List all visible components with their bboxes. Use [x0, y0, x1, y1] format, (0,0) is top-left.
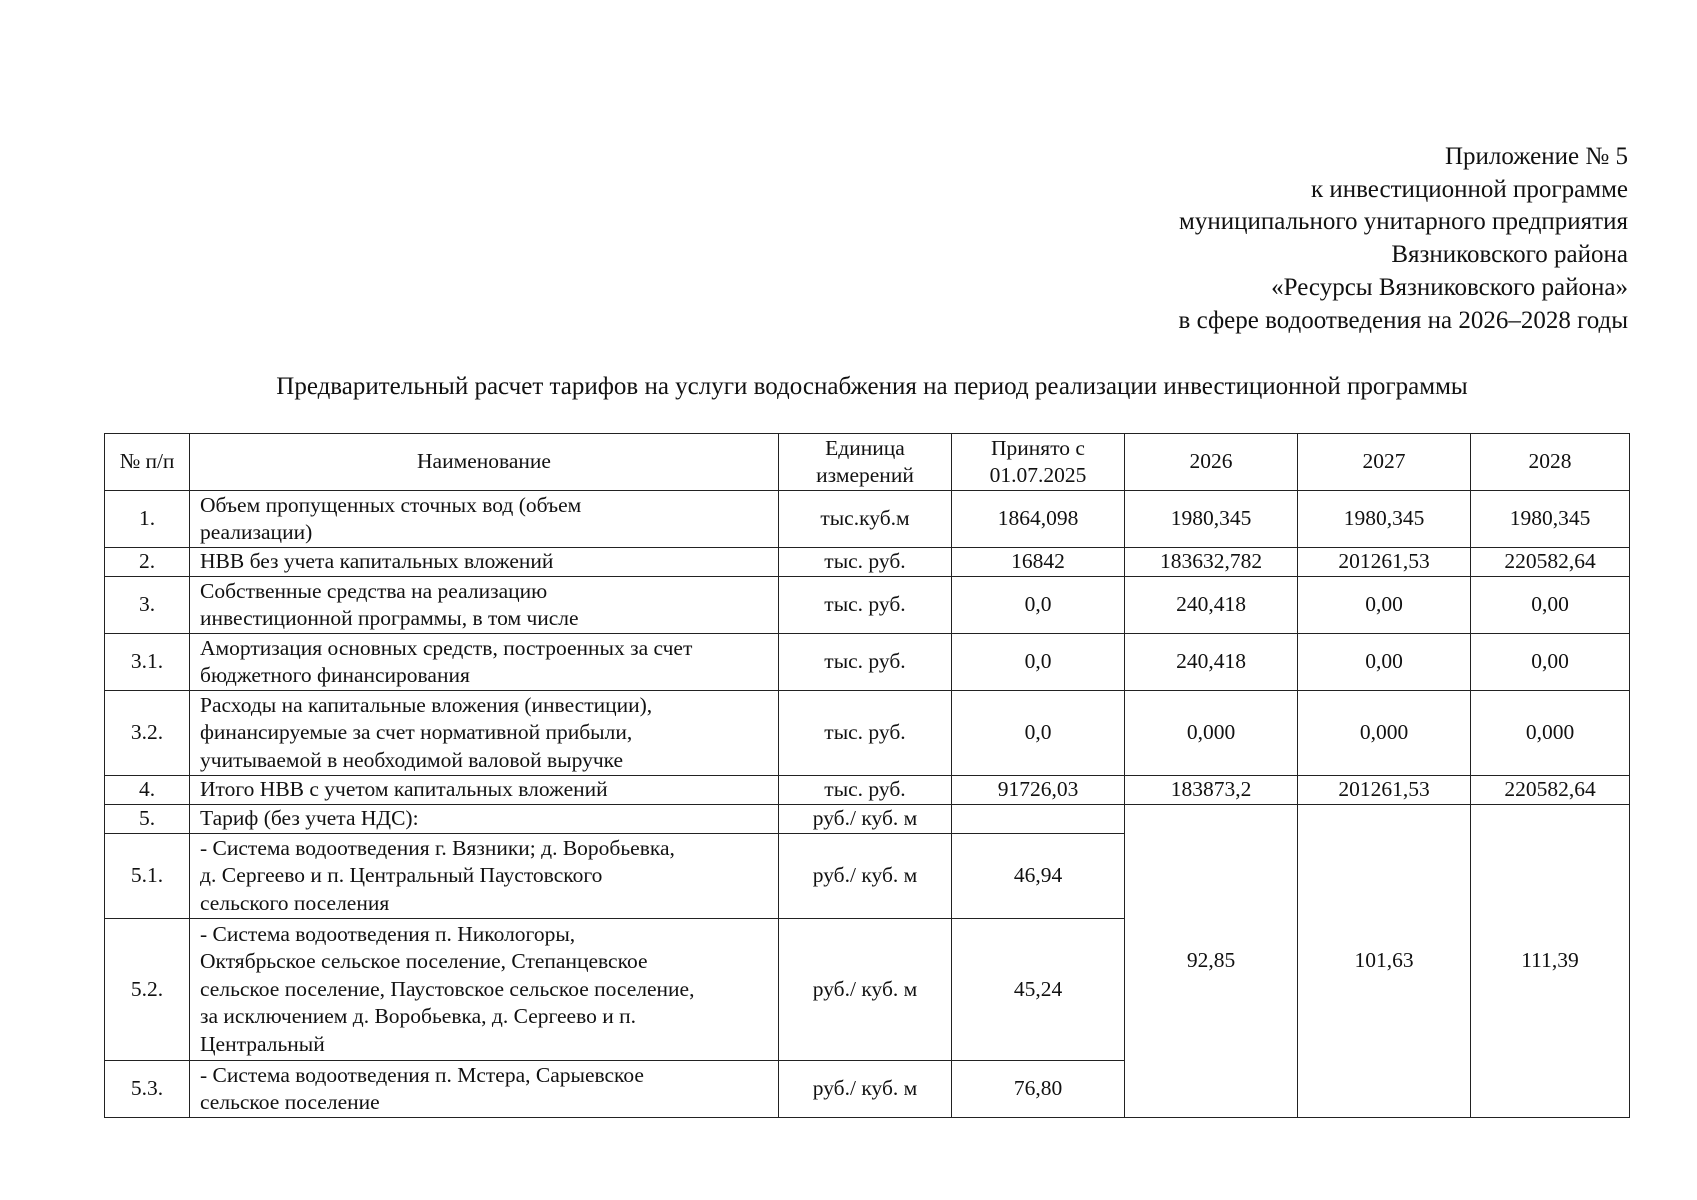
cell-name-line: инвестиционной программы, в том числе [200, 606, 579, 630]
appendix-line: «Ресурсы Вязниковского района» [1271, 273, 1628, 301]
cell-name [190, 691, 779, 776]
cell-2026: 0,000 [1125, 691, 1298, 776]
cell-name [190, 548, 779, 577]
cell-num: 4. [105, 776, 190, 805]
cell-2028-tariff: 111,39 [1471, 805, 1630, 1118]
cell-2028: 0,00 [1471, 634, 1630, 691]
cell-2027: 201261,53 [1298, 776, 1471, 805]
cell-num: 3.1. [105, 634, 190, 691]
cell-name-line: Итого НВВ с учетом капитальных вложений [200, 777, 608, 802]
cell-name-line: Объем пропущенных сточных вод (объем [200, 492, 582, 517]
cell-name-line: Тариф (без учета НДС): [200, 806, 419, 831]
header-accepted-line: 01.07.2025 [989, 463, 1087, 487]
cell-2028: 220582,64 [1471, 548, 1630, 577]
cell-name-line: финансируемые за счет нормативной прибыли, [200, 720, 633, 745]
cell-name-line: НВВ без учета капитальных вложений [200, 549, 554, 574]
table-row [105, 548, 1630, 577]
tariff-table [104, 433, 1630, 1118]
cell-name-line: - Система водоотведения п. Никологоры, [200, 921, 576, 946]
table-row [105, 634, 1630, 691]
cell-accepted: 0,0 [952, 634, 1125, 691]
cell-name-line: Собственные средства на реализацию [200, 578, 548, 603]
appendix-line: Вязниковского района [1391, 241, 1628, 269]
cell-unit: руб./ куб. м [779, 834, 952, 919]
cell-num: 1. [105, 491, 190, 548]
header-num: № п/п [105, 434, 190, 491]
cell-2027-tariff: 101,63 [1298, 805, 1471, 1118]
cell-unit: тыс.куб.м [779, 491, 952, 548]
cell-2026: 240,418 [1125, 577, 1298, 634]
cell-unit: тыс. руб. [779, 548, 952, 577]
table-row [105, 776, 1630, 805]
header-2028: 2028 [1471, 434, 1630, 491]
cell-2026: 240,418 [1125, 634, 1298, 691]
table-header-row [105, 434, 1630, 491]
appendix-line: в сфере водоотведения на 2026–2028 годы [1178, 306, 1628, 334]
appendix-line: к инвестиционной программе [1310, 175, 1628, 203]
cell-name-line: - Система водоотведения г. Вязники; д. Воробьевка, [200, 835, 675, 860]
table-row [105, 805, 1630, 834]
cell-num: 2. [105, 548, 190, 577]
cell-num: 5.1. [105, 834, 190, 919]
cell-unit: руб./ куб. м [779, 919, 952, 1061]
cell-2027: 201261,53 [1298, 548, 1471, 577]
header-unit-line: Единица [825, 435, 905, 460]
cell-unit: тыс. руб. [779, 691, 952, 776]
cell-2026: 1980,345 [1125, 491, 1298, 548]
header-2027: 2027 [1298, 434, 1471, 491]
cell-accepted: 76,80 [952, 1061, 1125, 1118]
cell-name-line: за исключением д. Воробьевка, д. Сергеево и п. [200, 1004, 636, 1029]
cell-name-line: реализации) [200, 520, 313, 544]
cell-accepted: 1864,098 [952, 491, 1125, 548]
cell-name-line: Октябрьское сельское поселение, Степанцевское [200, 949, 648, 974]
cell-unit: тыс. руб. [779, 577, 952, 634]
document-title: Предварительный расчет тарифов на услуги водоснабжения на период реализации инвестиционной программы [276, 373, 1468, 400]
cell-name-line: Амортизация основных средств, построенных за счет [200, 635, 693, 660]
cell-name-line: д. Сергеево и п. Центральный Паустовского [200, 863, 603, 888]
cell-unit: тыс. руб. [779, 776, 952, 805]
cell-name-line: учитываемой в необходимой валовой выручке [200, 747, 624, 772]
cell-accepted: 45,24 [952, 919, 1125, 1061]
cell-name [190, 805, 779, 834]
cell-name-line: сельское поселение, Паустовское сельское поселение, [200, 976, 695, 1001]
cell-2026: 183873,2 [1125, 776, 1298, 805]
table-row [105, 577, 1630, 634]
cell-accepted: 0,0 [952, 691, 1125, 776]
cell-name [190, 577, 779, 634]
cell-name [190, 1061, 779, 1118]
header-unit-line: измерений [816, 463, 914, 487]
cell-num: 3. [105, 577, 190, 634]
appendix-header [1179, 141, 1628, 337]
cell-name-line: Расходы на капитальные вложения (инвестиции), [200, 692, 653, 717]
cell-name-line: сельское поселение [200, 1090, 380, 1114]
cell-name [190, 634, 779, 691]
cell-2027: 1980,345 [1298, 491, 1471, 548]
cell-accepted: 0,0 [952, 577, 1125, 634]
cell-name-line: бюджетного финансирования [200, 663, 470, 687]
appendix-line: Приложение № 5 [1444, 143, 1628, 170]
cell-name-line: сельского поселения [200, 890, 390, 915]
cell-2028: 0,00 [1471, 577, 1630, 634]
table-row [105, 691, 1630, 776]
cell-2028: 0,000 [1471, 691, 1630, 776]
appendix-line: муниципального унитарного предприятия [1179, 208, 1628, 236]
header-unit [779, 434, 952, 491]
cell-unit: руб./ куб. м [779, 1061, 952, 1118]
cell-name-line: - Система водоотведения п. Мстера, Сарыевское [200, 1062, 644, 1087]
cell-accepted: 46,94 [952, 834, 1125, 919]
header-2026: 2026 [1125, 434, 1298, 491]
header-accepted-line: Принято с [991, 435, 1085, 460]
cell-2028: 220582,64 [1471, 776, 1630, 805]
cell-num: 3.2. [105, 691, 190, 776]
cell-accepted: 16842 [952, 548, 1125, 577]
cell-num: 5. [105, 805, 190, 834]
header-name: Наименование [190, 434, 779, 491]
cell-2028: 1980,345 [1471, 491, 1630, 548]
cell-accepted [952, 805, 1125, 834]
cell-name [190, 919, 779, 1061]
cell-unit: руб./ куб. м [779, 805, 952, 834]
cell-2026-tariff: 92,85 [1125, 805, 1298, 1118]
cell-name-line: Центральный [200, 1031, 325, 1056]
cell-accepted: 91726,03 [952, 776, 1125, 805]
header-accepted [952, 434, 1125, 491]
cell-num: 5.2. [105, 919, 190, 1061]
cell-2027: 0,00 [1298, 577, 1471, 634]
cell-unit: тыс. руб. [779, 634, 952, 691]
cell-2027: 0,00 [1298, 634, 1471, 691]
cell-num: 5.3. [105, 1061, 190, 1118]
cell-2027: 0,000 [1298, 691, 1471, 776]
cell-2026: 183632,782 [1125, 548, 1298, 577]
cell-name [190, 776, 779, 805]
table-row [105, 491, 1630, 548]
cell-name [190, 491, 779, 548]
cell-name [190, 834, 779, 919]
